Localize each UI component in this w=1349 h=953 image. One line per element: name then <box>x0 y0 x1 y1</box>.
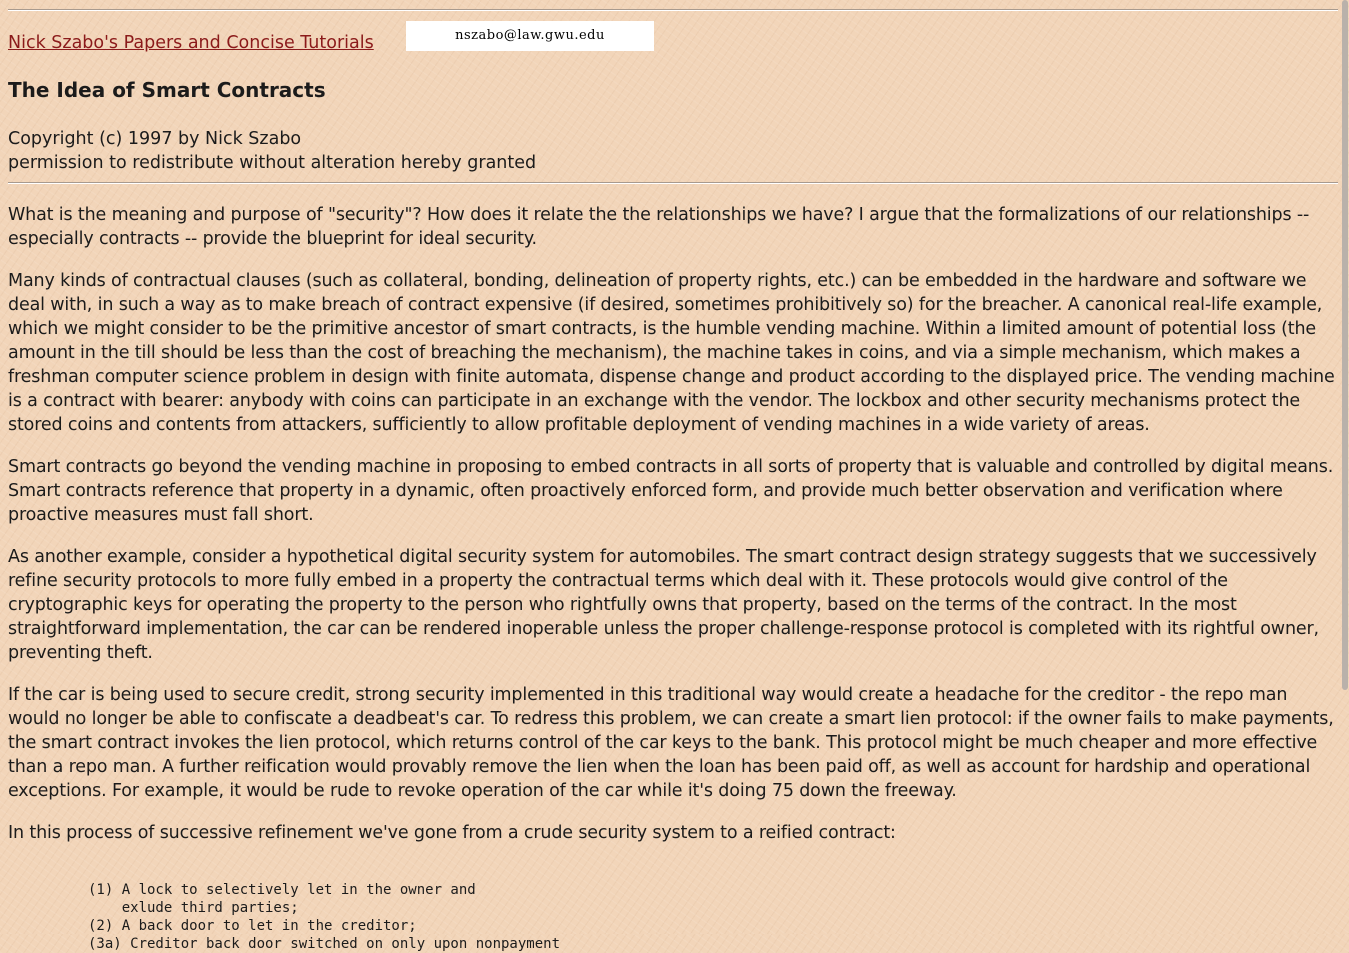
permission-line: permission to redistribute without alteration hereby granted <box>8 153 537 173</box>
refinement-steps: (1) A lock to selectively let in the owner and exlude third parties; (2) A back door to let in the creditor; (3a) Creditor back door switched on only upon nonpayment <box>88 882 561 952</box>
papers-tutorials-link[interactable]: Nick Szabo's Papers and Concise Tutorials <box>8 33 374 53</box>
paragraph-security-meaning: What is the meaning and purpose of "security"? How does it relate the the relationships we have? I argue that the formalizations of our relationships -- especially contracts -- provide the blueprint for ideal security. <box>8 205 1310 249</box>
paragraph-automobile-example: As another example, consider a hypothetical digital security system for automobiles. The smart contract design strategy suggests that we successively refine security protocols to more fully embed in a property the contractual terms which deal with it. These protocols would give control of the cryptographic keys for operating the property to the person who rightfully owns that property, based on the terms of the contract. In the most straightforward implementation, the car can be rendered inoperable unless the proper challenge-response protocol is completed with its rightful owner, preventing theft. <box>8 547 1319 663</box>
copyright-line: Copyright (c) 1997 by Nick Szabo <box>8 129 302 149</box>
article-body <box>8 203 1338 953</box>
paragraph-smart-lien: If the car is being used to secure credit, strong security implemented in this traditional way would create a headache for the creditor - the repo man would no longer be able to confiscate a deadbeat's car. To redress this problem, we can create a smart lien protocol: if the owner fails to make payments, the smart contract invokes the lien protocol, which returns control of the car keys to the bank. This protocol might be much cheaper and more effective than a repo man. A further reification would provably remove the lien when the loan has been paid off, as well as account for hardship and operational exceptions. For example, it would be rude to revoke operation of the car while it's doing 75 down the freeway. <box>8 685 1334 801</box>
email-badge: nszabo@law.gwu.edu <box>406 21 654 51</box>
top-divider <box>8 9 1338 11</box>
section-divider <box>8 182 1338 184</box>
copyright-notice <box>8 127 536 175</box>
vertical-scrollbar[interactable] <box>1342 0 1348 690</box>
page-title: The Idea of Smart Contracts <box>8 78 326 102</box>
paragraph-refinement-intro: In this process of successive refinement we've gone from a crude security system to a reified contract: <box>8 823 896 843</box>
paragraph-smart-contracts: Smart contracts go beyond the vending machine in proposing to embed contracts in all sorts of property that is valuable and controlled by digital means. Smart contracts reference that property in a dynamic, often proactively enforced form, and provide much better observation and verification where proactive measures must fall short. <box>8 457 1334 525</box>
paragraph-vending-machine: Many kinds of contractual clauses (such as collateral, bonding, delineation of property rights, etc.) can be embedded in the hardware and software we deal with, in such a way as to make breach of contract expensive (if desired, sometimes prohibitively so) for the breacher. A canonical real-life example, which we might consider to be the primitive ancestor of smart contracts, is the humble vending machine. Within a limited amount of potential loss (the amount in the till should be less than the cost of breaching the mechanism), the machine takes in coins, and via a simple mechanism, which makes a freshman computer science problem in design with finite automata, dispense change and product according to the displayed price. The vending machine is a contract with bearer: anybody with coins can participate in an exchange with the vendor. The lockbox and other security mechanisms protect the stored coins and contents from attackers, sufficiently to allow profitable deployment of vending machines in a wide variety of areas. <box>8 271 1335 435</box>
